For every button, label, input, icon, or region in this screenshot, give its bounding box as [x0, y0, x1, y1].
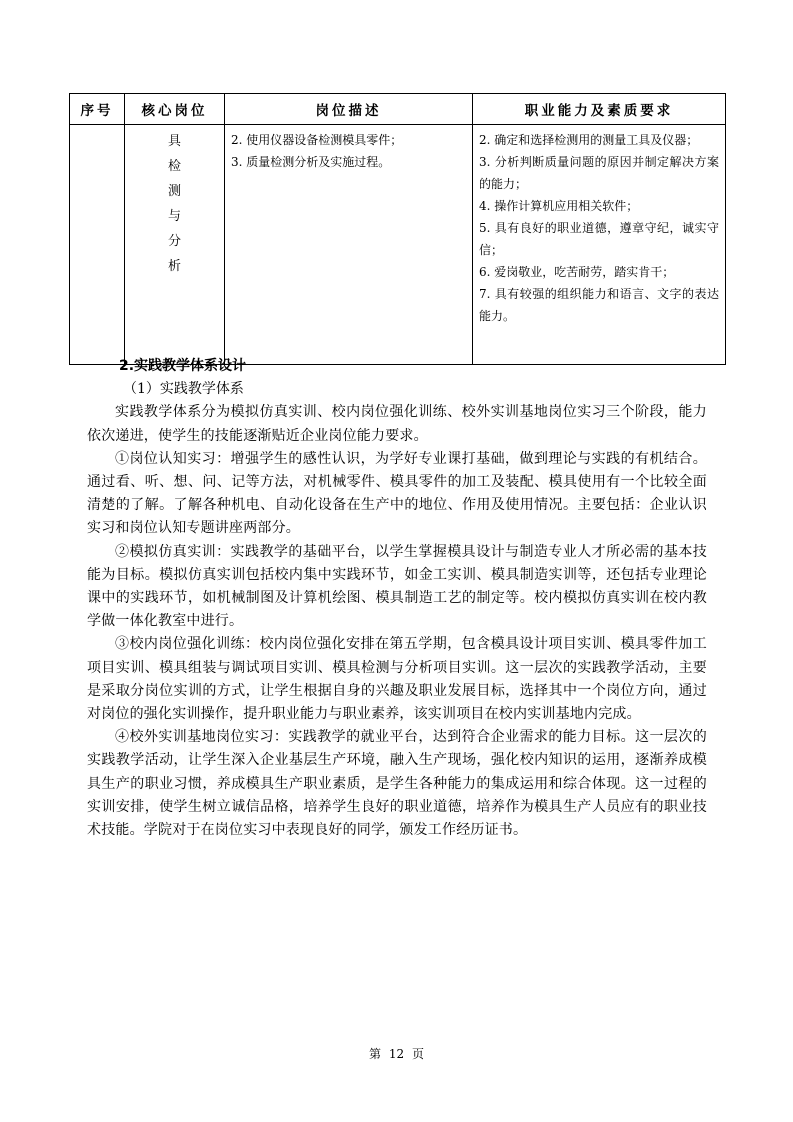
job-table — [69, 93, 726, 365]
paragraph: ③校内岗位强化训练：校内岗位强化安排在第五学期，包含模具设计项目实训、模具零件加工项目实训、模具组装与调试项目实训、模具检测与分析项目实训。这一层次的实践教学活动，主要是采取分岗位实训的方式，让学生根据自身的兴趣及职业发展目标，选择其中一个岗位方向，通过对岗位的强化实训操作，提升职业能力与职业素养，该实训项目在校内实训基地内完成。 — [87, 636, 707, 723]
table-header-row — [70, 94, 726, 125]
table-row — [70, 125, 726, 365]
paragraph: ②模拟仿真实训：实践教学的基础平台，以学生掌握模具设计与制造专业人才所必需的基本技能为目标。模拟仿真实训包括校内集中实践环节，如金工实训、模具制造实训等，还包括专业理论课中的实践环节，如机械制图及计算机绘图、模具制造工艺的制定等。校内模拟仿真实训在校内教学做一体化教室中进行。 — [87, 543, 707, 630]
header-core-position: 核心岗位 — [125, 94, 225, 125]
requirement-item: 3. 分析判断质量问题的原因并制定解决方案的能力； — [479, 155, 719, 191]
requirement-item: 2. 确定和选择检测用的测量工具及仪器； — [479, 133, 699, 147]
core-char: 具 — [167, 134, 181, 149]
requirements-cell — [473, 125, 726, 365]
requirement-item: 7. 具有较强的组织能力和语言、文字的表达能力。 — [479, 287, 719, 323]
seq-cell — [70, 125, 125, 365]
core-char: 检 — [167, 159, 181, 174]
core-char: 分 — [167, 234, 181, 249]
description-item: 2. 使用仪器设备检测模具零件； — [231, 133, 403, 147]
header-requirements: 职业能力及素质要求 — [473, 94, 726, 125]
page-number: 第 12 页 — [369, 1047, 424, 1061]
paragraph: ④校外实训基地岗位实习：实践教学的就业平台，达到符合企业需求的能力目标。这一层次的实践教学活动，让学生深入企业基层生产环境，融入生产现场，强化校内知识的运用，逐渐养成模具生产的职业习惯，养成模具生产职业素质，是学生各种能力的集成运用和综合体现。这一过程的实训安排，使学生树立诚信品格，培养学生良好的职业道德，培养作为模具生产人员应有的职业技术技能。学院对于在岗位实习中表现良好的同学，颁发工作经历证书。 — [87, 729, 707, 839]
header-seq: 序号 — [70, 94, 125, 125]
paragraph: ①岗位认知实习：增强学生的感性认识，为学好专业课打基础，做到理论与实践的有机结合。通过看、听、想、问、记等方法，对机械零件、模具零件的加工及装配、模具使用有一个比较全面清楚的了解。了解各种机电、自动化设备在生产中的地位、作用及使用情况。主要包括：企业认识实习和岗位认知专题讲座两部分。 — [87, 450, 707, 537]
section-body — [87, 355, 707, 842]
requirement-item: 6. 爱岗敬业，吃苦耐劳，踏实肯干； — [479, 265, 675, 279]
section-subtitle: （1）实践教学体系 — [123, 381, 244, 398]
paragraph: 实践教学体系分为模拟仿真实训、校内岗位强化训练、校外实训基地岗位实习三个阶段，能力依次递进，使学生的技能逐渐贴近企业岗位能力要求。 — [87, 404, 707, 444]
description-item: 3. 质量检测分析及实施过程。 — [231, 155, 391, 169]
requirement-item: 5. 具有良好的职业道德，遵章守纪，诚实守信； — [479, 221, 719, 257]
description-cell — [225, 125, 473, 365]
requirement-item: 4. 操作计算机应用相关软件； — [479, 199, 639, 213]
section-title: 2.实践教学体系设计 — [119, 358, 247, 374]
core-char: 与 — [167, 209, 181, 224]
core-char: 测 — [167, 184, 181, 199]
core-position-cell — [125, 125, 225, 365]
core-char: 析 — [167, 259, 181, 274]
header-position-description: 岗位描述 — [225, 94, 473, 125]
